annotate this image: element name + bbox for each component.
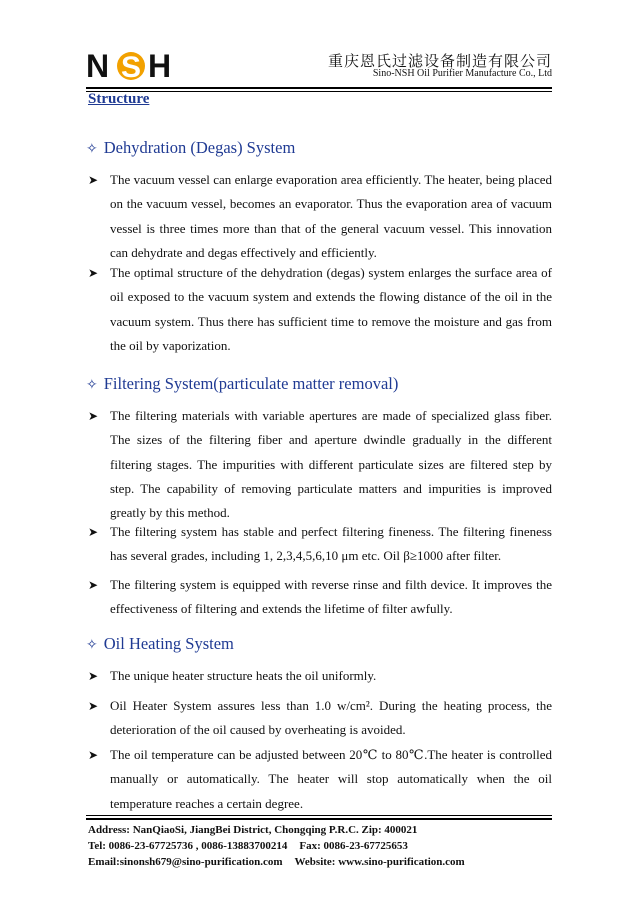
footer-tel: Tel: 0086-23-67725736 , 0086-13883700214 — [88, 840, 288, 852]
arrowhead-icon: ➤ — [88, 173, 99, 187]
list-item: ➤ The filtering system is equipped with reverse rinse and filth device. It improves the effectiveness of filtering and extends the lifetime of filter awfully. — [88, 573, 552, 622]
arrowhead-icon: ➤ — [88, 266, 99, 280]
logo-letter-n: N — [86, 48, 110, 82]
list-item: ➤ The filtering materials with variable apertures are made of specialized glass fiber. The sizes of the filtering fiber and aperture dwindle gradually in the different filtering stages. The impurities with different particulate sizes are filtered step by step. The capability of removing particulate matters and impurities is improved greatly by this method. — [88, 404, 552, 525]
diamond-outline-icon: ✧ — [86, 377, 98, 393]
arrowhead-icon: ➤ — [88, 525, 99, 539]
page-footer — [88, 822, 465, 870]
footer-contact-line — [88, 854, 465, 870]
list-item: ➤ Oil Heater System assures less than 1.0 w/cm². During the heating process, the deterioration of the oil caused by overheating is avoided. — [88, 694, 552, 743]
header-divider — [86, 87, 552, 92]
subheading-filtering: ✧ Filtering System(particulate matter removal) — [86, 374, 399, 393]
diamond-outline-icon: ✧ — [86, 141, 98, 157]
list-item: ➤ The vacuum vessel can enlarge evaporation area efficiently. The heater, being placed on the vacuum vessel, becomes an evaporator. Thus the evaporation area of vacuum vessel is three times more than that of the general vacuum vessel. This innovation can dehydrate and degas effectively and efficiently. — [88, 168, 552, 265]
company-name-en: Sino-NSH Oil Purifier Manufacture Co., Ltd — [372, 68, 552, 79]
company-logo — [86, 48, 186, 82]
arrowhead-icon: ➤ — [88, 699, 99, 713]
arrowhead-icon: ➤ — [88, 409, 99, 423]
footer-address: Address: NanQiaoSi, JiangBei District, Chongqing P.R.C. Zip: 400021 — [88, 824, 418, 836]
footer-phone-line — [88, 838, 465, 854]
logo-letter-s: S — [121, 51, 142, 82]
arrowhead-icon: ➤ — [88, 669, 99, 683]
list-item: ➤ The unique heater structure heats the oil uniformly. — [88, 664, 552, 688]
footer-website: Website: www.sino-purification.com — [294, 856, 465, 868]
subheading-oil-heating: ✧ Oil Heating System — [86, 634, 234, 653]
list-item: ➤ The filtering system has stable and perfect filtering fineness. The filtering fineness has several grades, including 1, 2,3,4,5,6,10 μm etc. Oil β≥1000 after filter. — [88, 520, 552, 569]
footer-email: Email:sinonsh679@sino-purification.com — [88, 856, 283, 868]
company-name-cn: 重庆恩氏过滤设备制造有限公司 — [327, 52, 552, 70]
subheading-dehydration: ✧ Dehydration (Degas) System — [86, 138, 296, 157]
list-item: ➤ The optimal structure of the dehydration (degas) system enlarges the surface area of oil exposed to the vacuum system and extends the flowing distance of the oil in the vacuum system. Thus there has sufficient time to remove the moisture and gas from the oil by vaporization. — [88, 261, 552, 358]
footer-fax: Fax: 0086-23-67725653 — [299, 840, 408, 852]
arrowhead-icon: ➤ — [88, 578, 99, 592]
arrowhead-icon: ➤ — [88, 748, 99, 762]
page-header — [86, 44, 552, 94]
footer-divider — [86, 815, 552, 820]
page-title: Structure — [88, 91, 150, 107]
list-item: ➤ The oil temperature can be adjusted between 20℃ to 80℃.The heater is controlled manually or automatically. The heater will stop automatically when the oil temperature reaches a certain degree. — [88, 743, 552, 816]
logo-letter-h: H — [148, 48, 172, 82]
diamond-outline-icon: ✧ — [86, 637, 98, 653]
